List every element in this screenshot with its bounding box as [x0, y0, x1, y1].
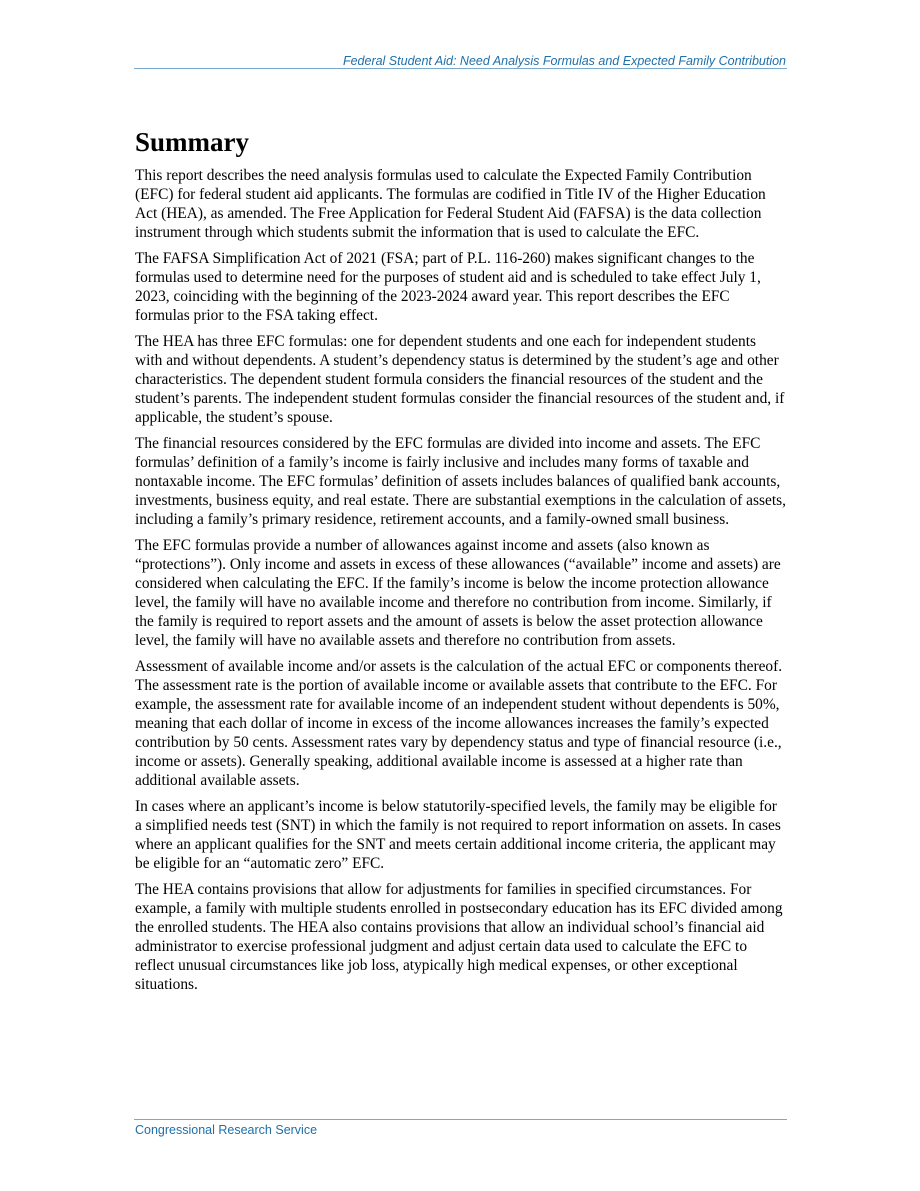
paragraph-snt: In cases where an applicant’s income is below statutorily-specified levels, the family may be eligible for a simplified needs test (SNT) in which the family is not required to report information on assets. In cases where an applicant qualifies for the SNT and meets certain additional income criteria, the applicant may be eligible for an “automatic zero” EFC.	[135, 798, 781, 872]
footer-publisher: Congressional Research Service	[135, 1123, 318, 1137]
header-divider	[134, 68, 787, 69]
paragraph-income-assets: The financial resources considered by the EFC formulas are divided into income and assets. The EFC formulas’ definition of a family’s income is fairly inclusive and includes many forms of taxable and nontaxable income. The EFC formulas’ definition of assets includes balances of qualified bank accounts, investments, business equity, and real estate. There are substantial exemptions in the calculation of assets, including a family’s primary residence, retirement accounts, and a family-owned small business.	[135, 435, 786, 528]
paragraph-three-formulas: The HEA has three EFC formulas: one for dependent students and one each for independent students with and without dependents. A student’s dependency status is determined by the student’s age and other characteristics. The dependent student formula considers the financial resources of the student and the student’s parents. The independent student formulas consider the financial resources of the student and, if applicable, the student’s spouse.	[135, 333, 785, 426]
paragraph-allowances: The EFC formulas provide a number of allowances against income and assets (also known as “protections”). Only income and assets in excess of these allowances (“available” income and assets) are considered when calculating the EFC. If the family’s income is below the income protection allowance level, the family will have no available income and therefore no contribution from income. Similarly, if the family is required to report assets and the amount of assets is below the asset protection allowance level, the family will have no available assets and therefore no contribution from assets.	[135, 537, 781, 649]
paragraph-intro: This report describes the need analysis formulas used to calculate the Expected Family Contribution (EFC) for federal student aid applicants. The formulas are codified in Title IV of the Higher Education Act (HEA), as amended. The Free Application for Federal Student Aid (FAFSA) is the data collection instrument through which students submit the information that is used to calculate the EFC.	[135, 167, 766, 241]
summary-section	[135, 126, 787, 1001]
paragraph-adjustments: The HEA contains provisions that allow for adjustments for families in specified circumstances. For example, a family with multiple students enrolled in postsecondary education has its EFC divided among the enrolled students. The HEA also contains provisions that allow an individual school’s financial aid administrator to exercise professional judgment and adjust certain data used to calculate the EFC to reflect unusual circumstances like job loss, atypically high medical expenses, or other exceptional situations.	[135, 881, 783, 993]
running-header: Federal Student Aid: Need Analysis Formulas and Expected Family Contribution	[342, 54, 786, 68]
footer-divider	[134, 1119, 787, 1120]
paragraph-fsa: The FAFSA Simplification Act of 2021 (FSA; part of P.L. 116-260) makes significant changes to the formulas used to determine need for the purposes of student aid and is scheduled to take effect July 1, 2023, coinciding with the beginning of the 2023-2024 award year. This report describes the EFC formulas prior to the FSA taking effect.	[135, 250, 761, 324]
paragraph-assessment: Assessment of available income and/or assets is the calculation of the actual EFC or components thereof. The assessment rate is the portion of available income or available assets that contribute to the EFC. For example, the assessment rate for available income of an independent student without dependents is 50%, meaning that each dollar of income in excess of the income allowances increases the family’s expected contribution by 50 cents. Assessment rates vary by dependency status and type of financial resource (i.e., income or assets). Generally speaking, additional available income is assessed at a higher rate than additional available assets.	[135, 658, 783, 789]
section-title: Summary	[135, 127, 249, 157]
